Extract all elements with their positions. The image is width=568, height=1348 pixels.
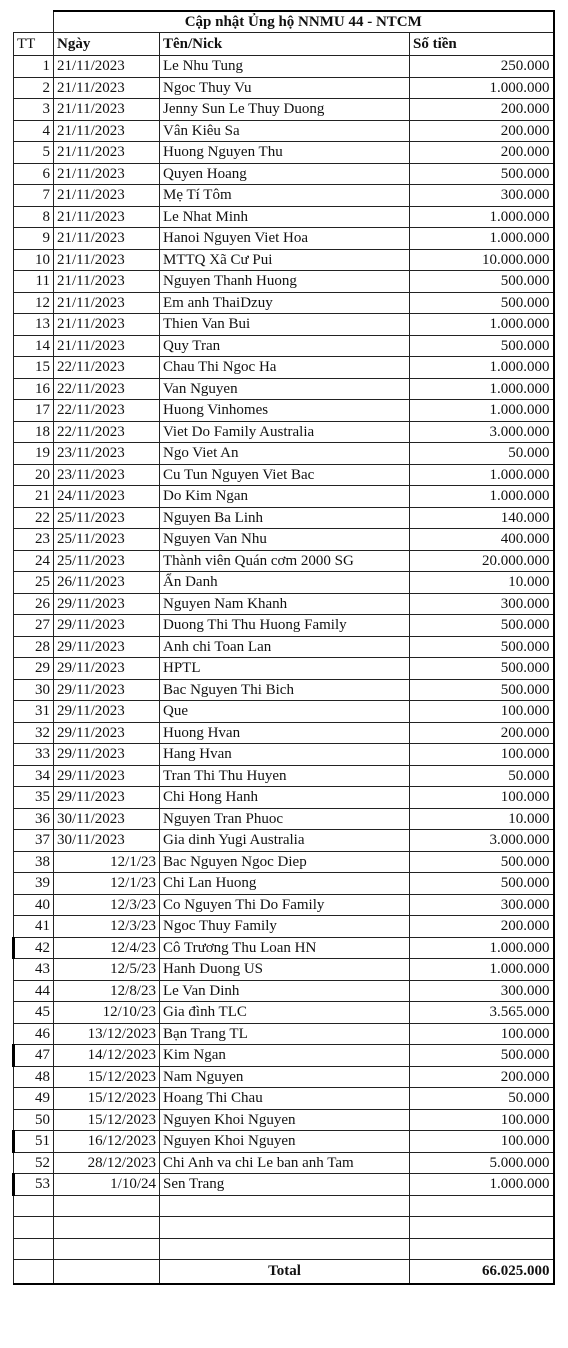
table-row bbox=[14, 765, 554, 787]
row-date: 30/11/2023 bbox=[54, 830, 160, 852]
header-name: Tên/Nick bbox=[160, 33, 410, 56]
row-name: Ngoc Thuy Family bbox=[160, 916, 410, 938]
row-amount: 5.000.000 bbox=[410, 1152, 554, 1174]
total-row bbox=[14, 1260, 554, 1284]
row-amount: 1.000.000 bbox=[410, 228, 554, 250]
row-number: 31 bbox=[14, 701, 54, 723]
row-name: Nguyen Khoi Nguyen bbox=[160, 1109, 410, 1131]
row-name: Ẩn Danh bbox=[160, 572, 410, 594]
row-amount: 500.000 bbox=[410, 335, 554, 357]
row-date: 12/1/23 bbox=[54, 873, 160, 895]
header-tt: TT bbox=[14, 33, 54, 56]
row-name: Bac Nguyen Ngoc Diep bbox=[160, 851, 410, 873]
table-row bbox=[14, 1002, 554, 1024]
row-number: 42 bbox=[14, 937, 54, 959]
row-date: 12/10/23 bbox=[54, 1002, 160, 1024]
row-date: 21/11/2023 bbox=[54, 56, 160, 78]
table-row bbox=[14, 357, 554, 379]
table-row bbox=[14, 271, 554, 293]
row-amount: 200.000 bbox=[410, 1066, 554, 1088]
row-number: 4 bbox=[14, 120, 54, 142]
row-number: 37 bbox=[14, 830, 54, 852]
row-date: 21/11/2023 bbox=[54, 292, 160, 314]
row-date: 15/12/2023 bbox=[54, 1066, 160, 1088]
row-name: Bac Nguyen Thi Bich bbox=[160, 679, 410, 701]
table-row bbox=[14, 1066, 554, 1088]
row-amount: 500.000 bbox=[410, 679, 554, 701]
row-number: 7 bbox=[14, 185, 54, 207]
table-row bbox=[14, 400, 554, 422]
row-amount: 20.000.000 bbox=[410, 550, 554, 572]
table-row bbox=[14, 292, 554, 314]
table-row bbox=[14, 56, 554, 78]
table-row bbox=[14, 894, 554, 916]
row-number: 38 bbox=[14, 851, 54, 873]
row-amount: 1.000.000 bbox=[410, 77, 554, 99]
row-name: Sen Trang bbox=[160, 1174, 410, 1196]
row-date: 30/11/2023 bbox=[54, 808, 160, 830]
table-row bbox=[14, 787, 554, 809]
row-name: Nguyen Nam Khanh bbox=[160, 593, 410, 615]
row-date: 25/11/2023 bbox=[54, 529, 160, 551]
row-name: Huong Hvan bbox=[160, 722, 410, 744]
table-row bbox=[14, 550, 554, 572]
title-row bbox=[14, 11, 554, 33]
empty-cell bbox=[410, 1238, 554, 1260]
row-name: Huong Vinhomes bbox=[160, 400, 410, 422]
empty-cell bbox=[14, 1217, 54, 1239]
row-amount: 1.000.000 bbox=[410, 314, 554, 336]
row-name: Anh chi Toan Lan bbox=[160, 636, 410, 658]
row-number: 34 bbox=[14, 765, 54, 787]
row-date: 21/11/2023 bbox=[54, 206, 160, 228]
sheet-title: Cập nhật Ủng hộ NNMU 44 - NTCM bbox=[54, 11, 554, 33]
row-name: Vân Kiêu Sa bbox=[160, 120, 410, 142]
table-row bbox=[14, 959, 554, 981]
total-amount: 66.025.000 bbox=[410, 1260, 554, 1284]
row-number: 49 bbox=[14, 1088, 54, 1110]
row-number: 29 bbox=[14, 658, 54, 680]
row-date: 26/11/2023 bbox=[54, 572, 160, 594]
row-name: Quyen Hoang bbox=[160, 163, 410, 185]
row-amount: 500.000 bbox=[410, 851, 554, 873]
row-number: 5 bbox=[14, 142, 54, 164]
row-amount: 3.565.000 bbox=[410, 1002, 554, 1024]
row-date: 12/3/23 bbox=[54, 916, 160, 938]
row-date: 15/12/2023 bbox=[54, 1109, 160, 1131]
row-number: 22 bbox=[14, 507, 54, 529]
total-label: Total bbox=[160, 1260, 410, 1284]
table-row bbox=[14, 443, 554, 465]
row-date: 13/12/2023 bbox=[54, 1023, 160, 1045]
table-row bbox=[14, 206, 554, 228]
row-date: 21/11/2023 bbox=[54, 142, 160, 164]
row-date: 29/11/2023 bbox=[54, 765, 160, 787]
row-date: 25/11/2023 bbox=[54, 550, 160, 572]
row-date: 28/12/2023 bbox=[54, 1152, 160, 1174]
row-number: 11 bbox=[14, 271, 54, 293]
row-name: Chi Hong Hanh bbox=[160, 787, 410, 809]
row-number: 10 bbox=[14, 249, 54, 271]
table-row bbox=[14, 1131, 554, 1153]
row-name: Nam Nguyen bbox=[160, 1066, 410, 1088]
empty-cell bbox=[14, 1195, 54, 1217]
row-name: Nguyen Thanh Huong bbox=[160, 271, 410, 293]
row-name: Bạn Trang TL bbox=[160, 1023, 410, 1045]
table-row bbox=[14, 851, 554, 873]
row-name: Ngoc Thuy Vu bbox=[160, 77, 410, 99]
empty-row bbox=[14, 1238, 554, 1260]
row-name: Chi Anh va chi Le ban anh Tam bbox=[160, 1152, 410, 1174]
row-amount: 1.000.000 bbox=[410, 206, 554, 228]
row-number: 13 bbox=[14, 314, 54, 336]
table-row bbox=[14, 378, 554, 400]
row-amount: 1.000.000 bbox=[410, 464, 554, 486]
row-amount: 500.000 bbox=[410, 271, 554, 293]
row-date: 29/11/2023 bbox=[54, 701, 160, 723]
row-name: Em anh ThaiDzuy bbox=[160, 292, 410, 314]
row-name: Le Nhu Tung bbox=[160, 56, 410, 78]
row-name: Le Nhat Minh bbox=[160, 206, 410, 228]
row-date: 22/11/2023 bbox=[54, 378, 160, 400]
table-row bbox=[14, 421, 554, 443]
row-name: Nguyen Ba Linh bbox=[160, 507, 410, 529]
row-amount: 500.000 bbox=[410, 873, 554, 895]
row-amount: 1.000.000 bbox=[410, 486, 554, 508]
row-amount: 10.000 bbox=[410, 808, 554, 830]
row-name: HPTL bbox=[160, 658, 410, 680]
table-row bbox=[14, 937, 554, 959]
row-number: 40 bbox=[14, 894, 54, 916]
row-number: 32 bbox=[14, 722, 54, 744]
row-date: 21/11/2023 bbox=[54, 249, 160, 271]
row-name: Hang Hvan bbox=[160, 744, 410, 766]
row-date: 29/11/2023 bbox=[54, 636, 160, 658]
donation-sheet bbox=[12, 10, 555, 1285]
empty-cell bbox=[54, 1238, 160, 1260]
row-number: 12 bbox=[14, 292, 54, 314]
row-date: 29/11/2023 bbox=[54, 744, 160, 766]
row-date: 14/12/2023 bbox=[54, 1045, 160, 1067]
row-number: 53 bbox=[14, 1174, 54, 1196]
row-number: 36 bbox=[14, 808, 54, 830]
row-date: 16/12/2023 bbox=[54, 1131, 160, 1153]
row-date: 29/11/2023 bbox=[54, 722, 160, 744]
table-row bbox=[14, 701, 554, 723]
table-row bbox=[14, 335, 554, 357]
row-name: Kim Ngan bbox=[160, 1045, 410, 1067]
row-amount: 100.000 bbox=[410, 787, 554, 809]
row-number: 30 bbox=[14, 679, 54, 701]
row-date: 29/11/2023 bbox=[54, 787, 160, 809]
row-amount: 250.000 bbox=[410, 56, 554, 78]
row-amount: 10.000 bbox=[410, 572, 554, 594]
row-name: Co Nguyen Thi Do Family bbox=[160, 894, 410, 916]
table-row bbox=[14, 1174, 554, 1196]
table-row bbox=[14, 808, 554, 830]
row-amount: 1.000.000 bbox=[410, 378, 554, 400]
empty-cell bbox=[160, 1238, 410, 1260]
row-name: Cu Tun Nguyen Viet Bac bbox=[160, 464, 410, 486]
row-amount: 100.000 bbox=[410, 701, 554, 723]
row-amount: 50.000 bbox=[410, 1088, 554, 1110]
row-number: 43 bbox=[14, 959, 54, 981]
row-name: Que bbox=[160, 701, 410, 723]
row-number: 2 bbox=[14, 77, 54, 99]
row-number: 46 bbox=[14, 1023, 54, 1045]
row-number: 25 bbox=[14, 572, 54, 594]
row-name: Jenny Sun Le Thuy Duong bbox=[160, 99, 410, 121]
row-number: 20 bbox=[14, 464, 54, 486]
table-row bbox=[14, 1109, 554, 1131]
row-name: Do Kim Ngan bbox=[160, 486, 410, 508]
row-name: Hoang Thi Chau bbox=[160, 1088, 410, 1110]
row-date: 21/11/2023 bbox=[54, 77, 160, 99]
row-amount: 100.000 bbox=[410, 744, 554, 766]
row-number: 19 bbox=[14, 443, 54, 465]
table-row bbox=[14, 314, 554, 336]
table-row bbox=[14, 486, 554, 508]
row-name: Thành viên Quán cơm 2000 SG bbox=[160, 550, 410, 572]
row-number: 28 bbox=[14, 636, 54, 658]
row-number: 24 bbox=[14, 550, 54, 572]
row-number: 26 bbox=[14, 593, 54, 615]
row-number: 8 bbox=[14, 206, 54, 228]
row-amount: 100.000 bbox=[410, 1131, 554, 1153]
row-date: 12/3/23 bbox=[54, 894, 160, 916]
row-date: 12/4/23 bbox=[54, 937, 160, 959]
row-name: Ngo Viet An bbox=[160, 443, 410, 465]
row-date: 21/11/2023 bbox=[54, 335, 160, 357]
table-row bbox=[14, 120, 554, 142]
row-number: 51 bbox=[14, 1131, 54, 1153]
row-amount: 300.000 bbox=[410, 593, 554, 615]
header-row bbox=[14, 33, 554, 56]
row-name: Viet Do Family Australia bbox=[160, 421, 410, 443]
empty-row bbox=[14, 1217, 554, 1239]
row-number: 23 bbox=[14, 529, 54, 551]
table-row bbox=[14, 1045, 554, 1067]
row-number: 18 bbox=[14, 421, 54, 443]
table-row bbox=[14, 1023, 554, 1045]
row-amount: 140.000 bbox=[410, 507, 554, 529]
row-date: 21/11/2023 bbox=[54, 163, 160, 185]
row-date: 12/5/23 bbox=[54, 959, 160, 981]
table-row bbox=[14, 679, 554, 701]
row-date: 15/12/2023 bbox=[54, 1088, 160, 1110]
row-number: 52 bbox=[14, 1152, 54, 1174]
table-row bbox=[14, 1152, 554, 1174]
row-number: 3 bbox=[14, 99, 54, 121]
row-name: Cô Trương Thu Loan HN bbox=[160, 937, 410, 959]
row-amount: 500.000 bbox=[410, 615, 554, 637]
row-name: Duong Thi Thu Huong Family bbox=[160, 615, 410, 637]
row-name: Thien Van Bui bbox=[160, 314, 410, 336]
row-amount: 50.000 bbox=[410, 443, 554, 465]
row-number: 21 bbox=[14, 486, 54, 508]
table-row bbox=[14, 163, 554, 185]
row-amount: 100.000 bbox=[410, 1109, 554, 1131]
row-date: 29/11/2023 bbox=[54, 679, 160, 701]
row-amount: 300.000 bbox=[410, 980, 554, 1002]
row-date: 22/11/2023 bbox=[54, 421, 160, 443]
row-amount: 500.000 bbox=[410, 1045, 554, 1067]
row-number: 50 bbox=[14, 1109, 54, 1131]
table-row bbox=[14, 529, 554, 551]
donation-table bbox=[12, 10, 555, 1285]
table-row bbox=[14, 980, 554, 1002]
total-spacer bbox=[54, 1260, 160, 1284]
row-amount: 200.000 bbox=[410, 120, 554, 142]
title-spacer bbox=[14, 11, 54, 33]
row-number: 45 bbox=[14, 1002, 54, 1024]
header-date: Ngày bbox=[54, 33, 160, 56]
row-number: 27 bbox=[14, 615, 54, 637]
table-row bbox=[14, 873, 554, 895]
empty-cell bbox=[410, 1195, 554, 1217]
row-amount: 100.000 bbox=[410, 1023, 554, 1045]
row-date: 21/11/2023 bbox=[54, 185, 160, 207]
row-number: 15 bbox=[14, 357, 54, 379]
empty-cell bbox=[14, 1238, 54, 1260]
row-number: 41 bbox=[14, 916, 54, 938]
row-amount: 500.000 bbox=[410, 658, 554, 680]
row-amount: 200.000 bbox=[410, 142, 554, 164]
row-amount: 500.000 bbox=[410, 292, 554, 314]
table-row bbox=[14, 507, 554, 529]
empty-cell bbox=[160, 1195, 410, 1217]
row-name: Nguyen Van Nhu bbox=[160, 529, 410, 551]
row-date: 29/11/2023 bbox=[54, 658, 160, 680]
row-name: Nguyen Tran Phuoc bbox=[160, 808, 410, 830]
row-number: 48 bbox=[14, 1066, 54, 1088]
row-number: 17 bbox=[14, 400, 54, 422]
table-row bbox=[14, 249, 554, 271]
row-date: 12/1/23 bbox=[54, 851, 160, 873]
row-date: 22/11/2023 bbox=[54, 400, 160, 422]
row-date: 25/11/2023 bbox=[54, 507, 160, 529]
row-amount: 300.000 bbox=[410, 185, 554, 207]
table-row bbox=[14, 142, 554, 164]
table-row bbox=[14, 1088, 554, 1110]
row-date: 23/11/2023 bbox=[54, 464, 160, 486]
row-number: 47 bbox=[14, 1045, 54, 1067]
row-number: 33 bbox=[14, 744, 54, 766]
row-name: Huong Nguyen Thu bbox=[160, 142, 410, 164]
row-date: 21/11/2023 bbox=[54, 271, 160, 293]
row-amount: 300.000 bbox=[410, 894, 554, 916]
row-number: 35 bbox=[14, 787, 54, 809]
empty-cell bbox=[54, 1195, 160, 1217]
table-row bbox=[14, 615, 554, 637]
table-row bbox=[14, 636, 554, 658]
row-amount: 200.000 bbox=[410, 722, 554, 744]
table-row bbox=[14, 185, 554, 207]
row-amount: 1.000.000 bbox=[410, 400, 554, 422]
row-date: 12/8/23 bbox=[54, 980, 160, 1002]
row-name: Quy Tran bbox=[160, 335, 410, 357]
row-number: 39 bbox=[14, 873, 54, 895]
row-number: 6 bbox=[14, 163, 54, 185]
row-name: Nguyen Khoi Nguyen bbox=[160, 1131, 410, 1153]
table-row bbox=[14, 744, 554, 766]
row-amount: 500.000 bbox=[410, 163, 554, 185]
row-date: 29/11/2023 bbox=[54, 593, 160, 615]
table-row bbox=[14, 916, 554, 938]
table-row bbox=[14, 99, 554, 121]
row-amount: 200.000 bbox=[410, 916, 554, 938]
empty-cell bbox=[160, 1217, 410, 1239]
row-amount: 1.000.000 bbox=[410, 959, 554, 981]
row-date: 24/11/2023 bbox=[54, 486, 160, 508]
row-name: Chi Lan Huong bbox=[160, 873, 410, 895]
row-name: Le Van Dinh bbox=[160, 980, 410, 1002]
row-amount: 1.000.000 bbox=[410, 357, 554, 379]
row-amount: 1.000.000 bbox=[410, 937, 554, 959]
table-row bbox=[14, 593, 554, 615]
empty-cell bbox=[54, 1217, 160, 1239]
row-number: 14 bbox=[14, 335, 54, 357]
table-row bbox=[14, 464, 554, 486]
row-name: Hanoi Nguyen Viet Hoa bbox=[160, 228, 410, 250]
table-row bbox=[14, 77, 554, 99]
row-date: 29/11/2023 bbox=[54, 615, 160, 637]
table-row bbox=[14, 572, 554, 594]
table-row bbox=[14, 228, 554, 250]
total-spacer bbox=[14, 1260, 54, 1284]
row-date: 21/11/2023 bbox=[54, 314, 160, 336]
row-name: Chau Thi Ngoc Ha bbox=[160, 357, 410, 379]
header-amount: Số tiền bbox=[410, 33, 554, 56]
row-name: Tran Thi Thu Huyen bbox=[160, 765, 410, 787]
row-date: 21/11/2023 bbox=[54, 120, 160, 142]
row-number: 1 bbox=[14, 56, 54, 78]
row-amount: 500.000 bbox=[410, 636, 554, 658]
row-name: MTTQ Xã Cư Pui bbox=[160, 249, 410, 271]
empty-row bbox=[14, 1195, 554, 1217]
row-amount: 400.000 bbox=[410, 529, 554, 551]
row-name: Gia đình TLC bbox=[160, 1002, 410, 1024]
row-date: 1/10/24 bbox=[54, 1174, 160, 1196]
row-amount: 3.000.000 bbox=[410, 421, 554, 443]
row-name: Van Nguyen bbox=[160, 378, 410, 400]
row-date: 21/11/2023 bbox=[54, 228, 160, 250]
row-amount: 200.000 bbox=[410, 99, 554, 121]
row-number: 44 bbox=[14, 980, 54, 1002]
row-amount: 10.000.000 bbox=[410, 249, 554, 271]
row-date: 22/11/2023 bbox=[54, 357, 160, 379]
empty-cell bbox=[410, 1217, 554, 1239]
row-date: 23/11/2023 bbox=[54, 443, 160, 465]
table-row bbox=[14, 722, 554, 744]
row-amount: 3.000.000 bbox=[410, 830, 554, 852]
row-name: Hanh Duong US bbox=[160, 959, 410, 981]
row-name: Gia dinh Yugi Australia bbox=[160, 830, 410, 852]
row-number: 16 bbox=[14, 378, 54, 400]
row-number: 9 bbox=[14, 228, 54, 250]
table-row bbox=[14, 658, 554, 680]
table-row bbox=[14, 830, 554, 852]
row-amount: 50.000 bbox=[410, 765, 554, 787]
row-date: 21/11/2023 bbox=[54, 99, 160, 121]
row-name: Mẹ Tí Tôm bbox=[160, 185, 410, 207]
row-amount: 1.000.000 bbox=[410, 1174, 554, 1196]
